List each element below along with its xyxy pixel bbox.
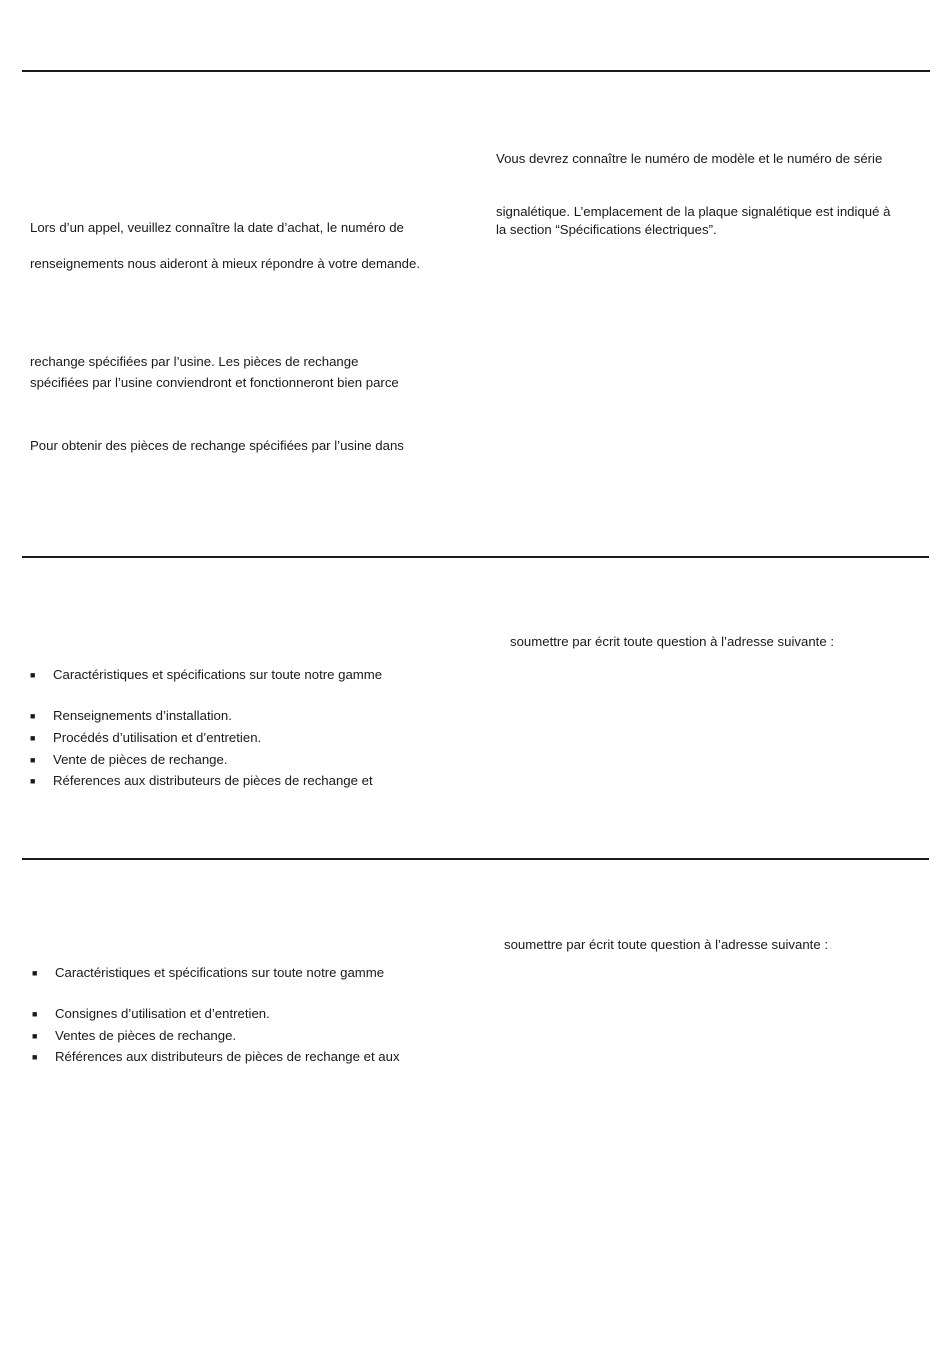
section2-right-line-1: soumettre par écrit toute question à l’adresse suivante : <box>510 634 835 649</box>
section1-left-line-4: spécifiées par l’usine conviendront et fonctionneront bien parce <box>30 375 399 390</box>
list-item <box>30 752 450 768</box>
list-item-text: Vente de pièces de rechange. <box>53 752 228 767</box>
list-item <box>30 730 450 746</box>
section1-right-line-3: la section “Spécifications électriques”. <box>496 222 717 237</box>
list-item <box>32 1006 452 1022</box>
bullet-square-icon: ■ <box>30 755 36 765</box>
section1-left-line-1: Lors d’un appel, veuillez connaître la date d’achat, le numéro de <box>30 220 404 235</box>
list-item-text: Réferences aux distributeurs de pièces de rechange et <box>53 773 373 788</box>
list-item <box>32 1049 452 1065</box>
list-item-text: Caractéristiques et spécifications sur toute notre gamme <box>53 667 383 682</box>
section-divider-middle <box>22 556 929 558</box>
bullet-square-icon: ■ <box>32 968 38 978</box>
list-item <box>30 773 450 789</box>
bullet-square-icon: ■ <box>30 711 36 721</box>
bullet-square-icon: ■ <box>32 1009 38 1019</box>
list-item <box>30 667 450 683</box>
list-item-text: Renseignements d’installation. <box>53 708 232 723</box>
list-item-text: Procédés d’utilisation et d’entretien. <box>53 730 262 745</box>
list-item-text: Ventes de pièces de rechange. <box>55 1028 237 1043</box>
list-item-text: Consignes d’utilisation et d’entretien. <box>55 1006 270 1021</box>
list-item <box>32 1028 452 1044</box>
section1-left-line-3: rechange spécifiées par l’usine. Les pièces de rechange <box>30 354 359 369</box>
section1-right-line-1: Vous devrez connaître le numéro de modèle et le numéro de série <box>496 151 883 166</box>
list-item-text: Références aux distributeurs de pièces de rechange et aux <box>55 1049 400 1064</box>
bullet-square-icon: ■ <box>32 1031 38 1041</box>
section-divider-top <box>22 70 930 72</box>
bullet-square-icon: ■ <box>32 1052 38 1062</box>
section1-left-line-5: Pour obtenir des pièces de rechange spécifiées par l’usine dans <box>30 438 404 453</box>
section1-right-line-2: signalétique. L’emplacement de la plaque signalétique est indiqué à <box>496 204 891 219</box>
list-item <box>30 708 450 724</box>
bullet-square-icon: ■ <box>30 776 36 786</box>
bullet-square-icon: ■ <box>30 733 36 743</box>
bullet-square-icon: ■ <box>30 670 36 680</box>
section1-left-line-2: renseignements nous aideront à mieux répondre à votre demande. <box>30 256 421 271</box>
list-item-text: Caractéristiques et spécifications sur toute notre gamme <box>55 965 385 980</box>
section-divider-bottom <box>22 858 929 860</box>
list-item <box>32 965 452 981</box>
section3-right-line-1: soumettre par écrit toute question à l’adresse suivante : <box>504 937 829 952</box>
